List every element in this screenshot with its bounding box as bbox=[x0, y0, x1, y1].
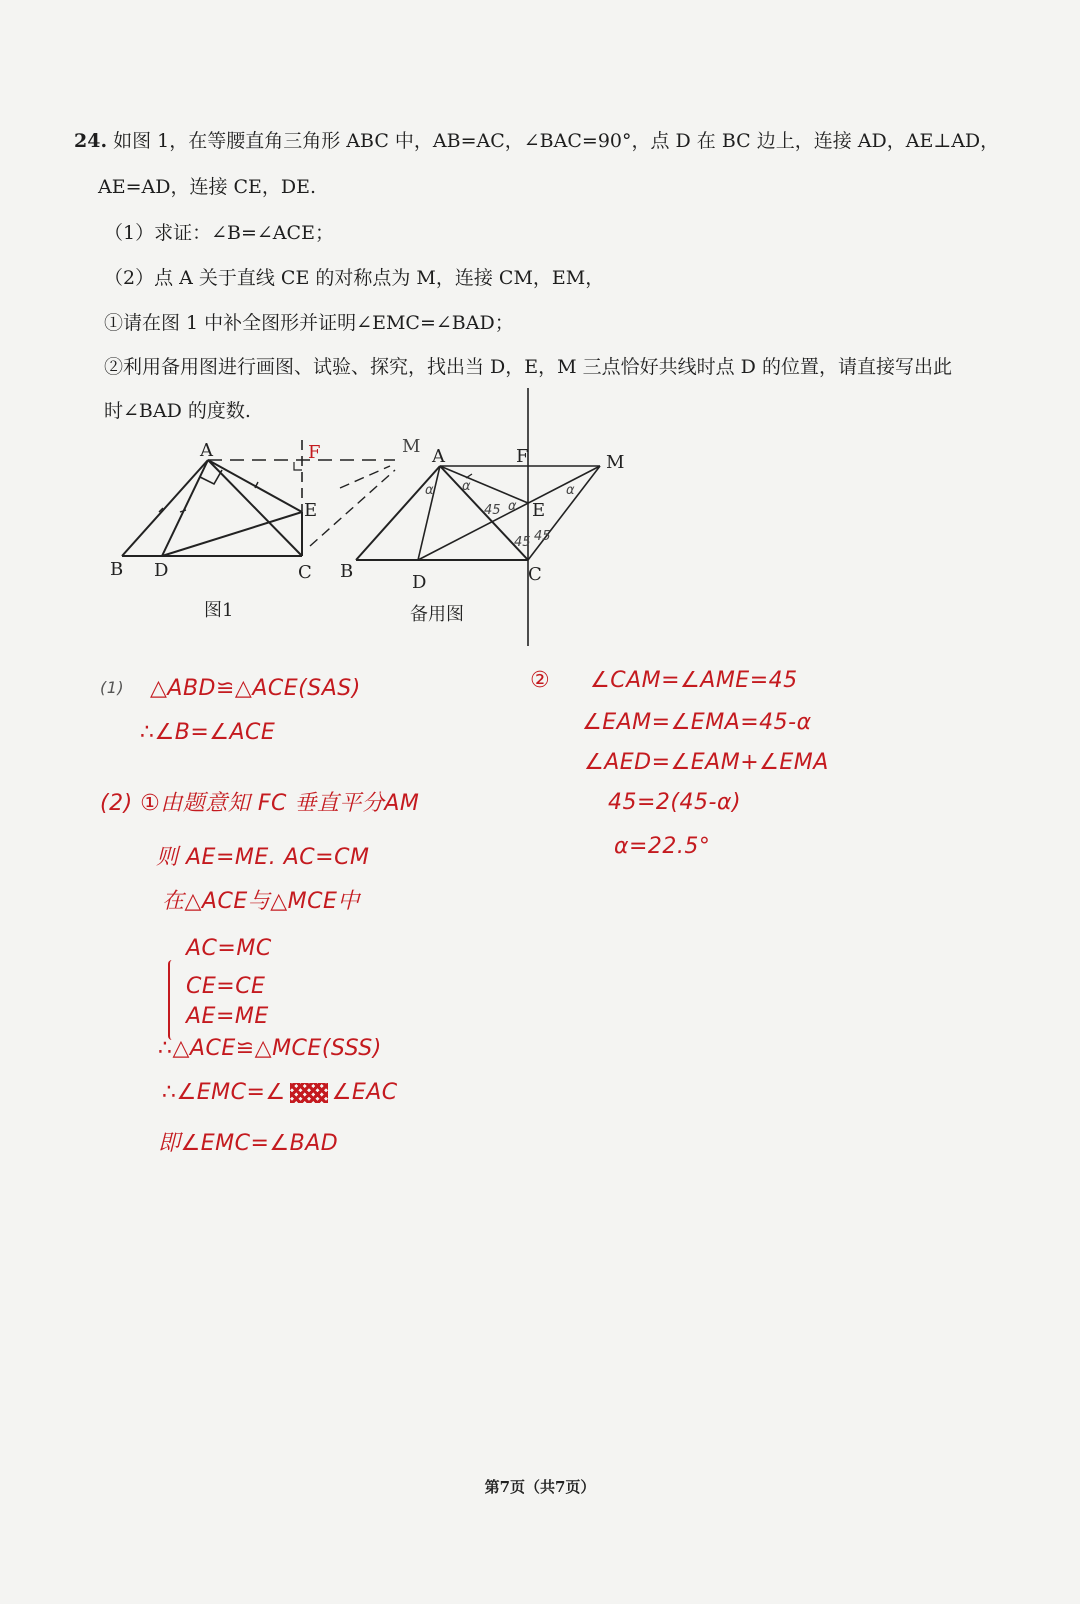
hw-system-line1: AC=MC bbox=[186, 936, 272, 961]
hw-part1-line1: △ABD≌△ACE(SAS) bbox=[150, 676, 361, 701]
subpart-2-text-1: ②利用备用图进行画图、试验、探究，找出当 D，E，M 三点恰好共线时点 D 的位置，请直接写出此 bbox=[104, 356, 952, 378]
figure-1-caption: 图1 bbox=[204, 600, 234, 621]
fig1-segment-ab bbox=[122, 460, 208, 556]
fig2-label-a: A bbox=[432, 446, 445, 467]
part-2-text: （2）点 A 关于直线 CE 的对称点为 M，连接 CM，EM， bbox=[104, 267, 605, 289]
hw-system-line2: CE=CE bbox=[186, 974, 266, 999]
fig1-label-c: C bbox=[298, 562, 312, 583]
page-footer: 第7页（共7页） bbox=[484, 1478, 596, 1496]
part-1-text: （1）求证：∠B=∠ACE； bbox=[104, 222, 334, 244]
fig1-segment-ad bbox=[162, 460, 208, 556]
fig2-angle-mark-7: α bbox=[566, 483, 575, 498]
fig1-dashed-em bbox=[340, 466, 390, 488]
fig2-segment-ad bbox=[418, 466, 440, 560]
fig1-segment-ae bbox=[208, 460, 302, 512]
subpart-1-text: ①请在图 1 中补全图形并证明∠EMC=∠BAD； bbox=[104, 312, 514, 334]
question-number: 24. bbox=[74, 130, 108, 152]
fig2-label-c: C bbox=[528, 564, 542, 585]
fig1-dashed-cm bbox=[310, 470, 395, 546]
hw-part2-line2: 则 AE=ME. AC=CM bbox=[156, 845, 370, 870]
figure-1 bbox=[122, 440, 395, 556]
hw-q2-label: ② bbox=[530, 668, 551, 693]
hw-part2-line5 bbox=[162, 1080, 398, 1105]
fig2-angle-mark-3: 45 bbox=[484, 503, 501, 518]
fig1-label-d: D bbox=[154, 560, 169, 581]
hw-part2-line4: ∴△ACE≌△MCE(SSS) bbox=[158, 1036, 382, 1061]
hw-part2-line3: 在△ACE与△MCE中 bbox=[162, 889, 360, 914]
hw-q2-line1: ∠CAM=∠AME=45 bbox=[590, 668, 798, 693]
figure-2 bbox=[356, 388, 600, 646]
hw-part1-line2: ∴∠B=∠ACE bbox=[140, 720, 276, 745]
fig1-segment-ac bbox=[208, 460, 302, 556]
hw-part2-line1: (2) ①由题意知 FC 垂直平分AM bbox=[100, 791, 420, 816]
hw-part2-line5-a: ∴∠EMC=∠ bbox=[162, 1080, 286, 1105]
fig2-label-f: F bbox=[516, 446, 529, 467]
hw-system-brace bbox=[168, 960, 176, 1040]
fig1-label-b: B bbox=[110, 559, 124, 580]
fig2-angle-mark-2: α bbox=[462, 479, 471, 494]
hw-q2-line4: 45=2(45-α) bbox=[608, 790, 742, 815]
hw-system-line3: AE=ME bbox=[186, 1004, 269, 1029]
fig2-angle-mark-5: 45 bbox=[514, 535, 531, 550]
fig1-label-e: E bbox=[304, 500, 318, 521]
hw-scribble bbox=[290, 1083, 328, 1103]
hw-part2-line5-b: ∠EAC bbox=[331, 1080, 398, 1105]
hw-q2-line5: α=22.5° bbox=[614, 834, 711, 859]
hw-q2-line3: ∠AED=∠EAM+∠EMA bbox=[584, 750, 829, 775]
fig2-label-d: D bbox=[412, 572, 427, 593]
fig2-label-e: E bbox=[532, 500, 546, 521]
fig2-angle-mark-6: 45 bbox=[534, 529, 551, 544]
fig1-label-f: F bbox=[308, 442, 321, 463]
figure-2-caption: 备用图 bbox=[410, 604, 464, 625]
fig2-label-m: M bbox=[606, 452, 625, 473]
fig1-label-m: M bbox=[402, 436, 421, 457]
fig2-angle-mark-1: α bbox=[425, 483, 434, 498]
question-line-2: AE=AD，连接 CE，DE. bbox=[98, 176, 317, 198]
subpart-2-text-2: 时∠BAD 的度数. bbox=[104, 400, 251, 422]
fig2-segment-ae bbox=[440, 466, 528, 503]
question-text-1: 如图 1，在等腰直角三角形 ABC 中，AB=AC，∠BAC=90°，点 D 在 BC 边上，连接 AD，AE⊥AD， bbox=[113, 130, 1000, 152]
hw-part2-line6: 即∠EMC=∠BAD bbox=[158, 1131, 339, 1156]
fig2-angle-mark-4: α bbox=[508, 499, 517, 514]
hw-q2-line2: ∠EAM=∠EMA=45-α bbox=[582, 710, 812, 735]
hw-part1-label: (1) bbox=[100, 678, 125, 697]
fig1-label-a: A bbox=[200, 440, 213, 461]
fig2-label-b: B bbox=[340, 561, 354, 582]
fig2-segment-ab bbox=[356, 466, 440, 560]
